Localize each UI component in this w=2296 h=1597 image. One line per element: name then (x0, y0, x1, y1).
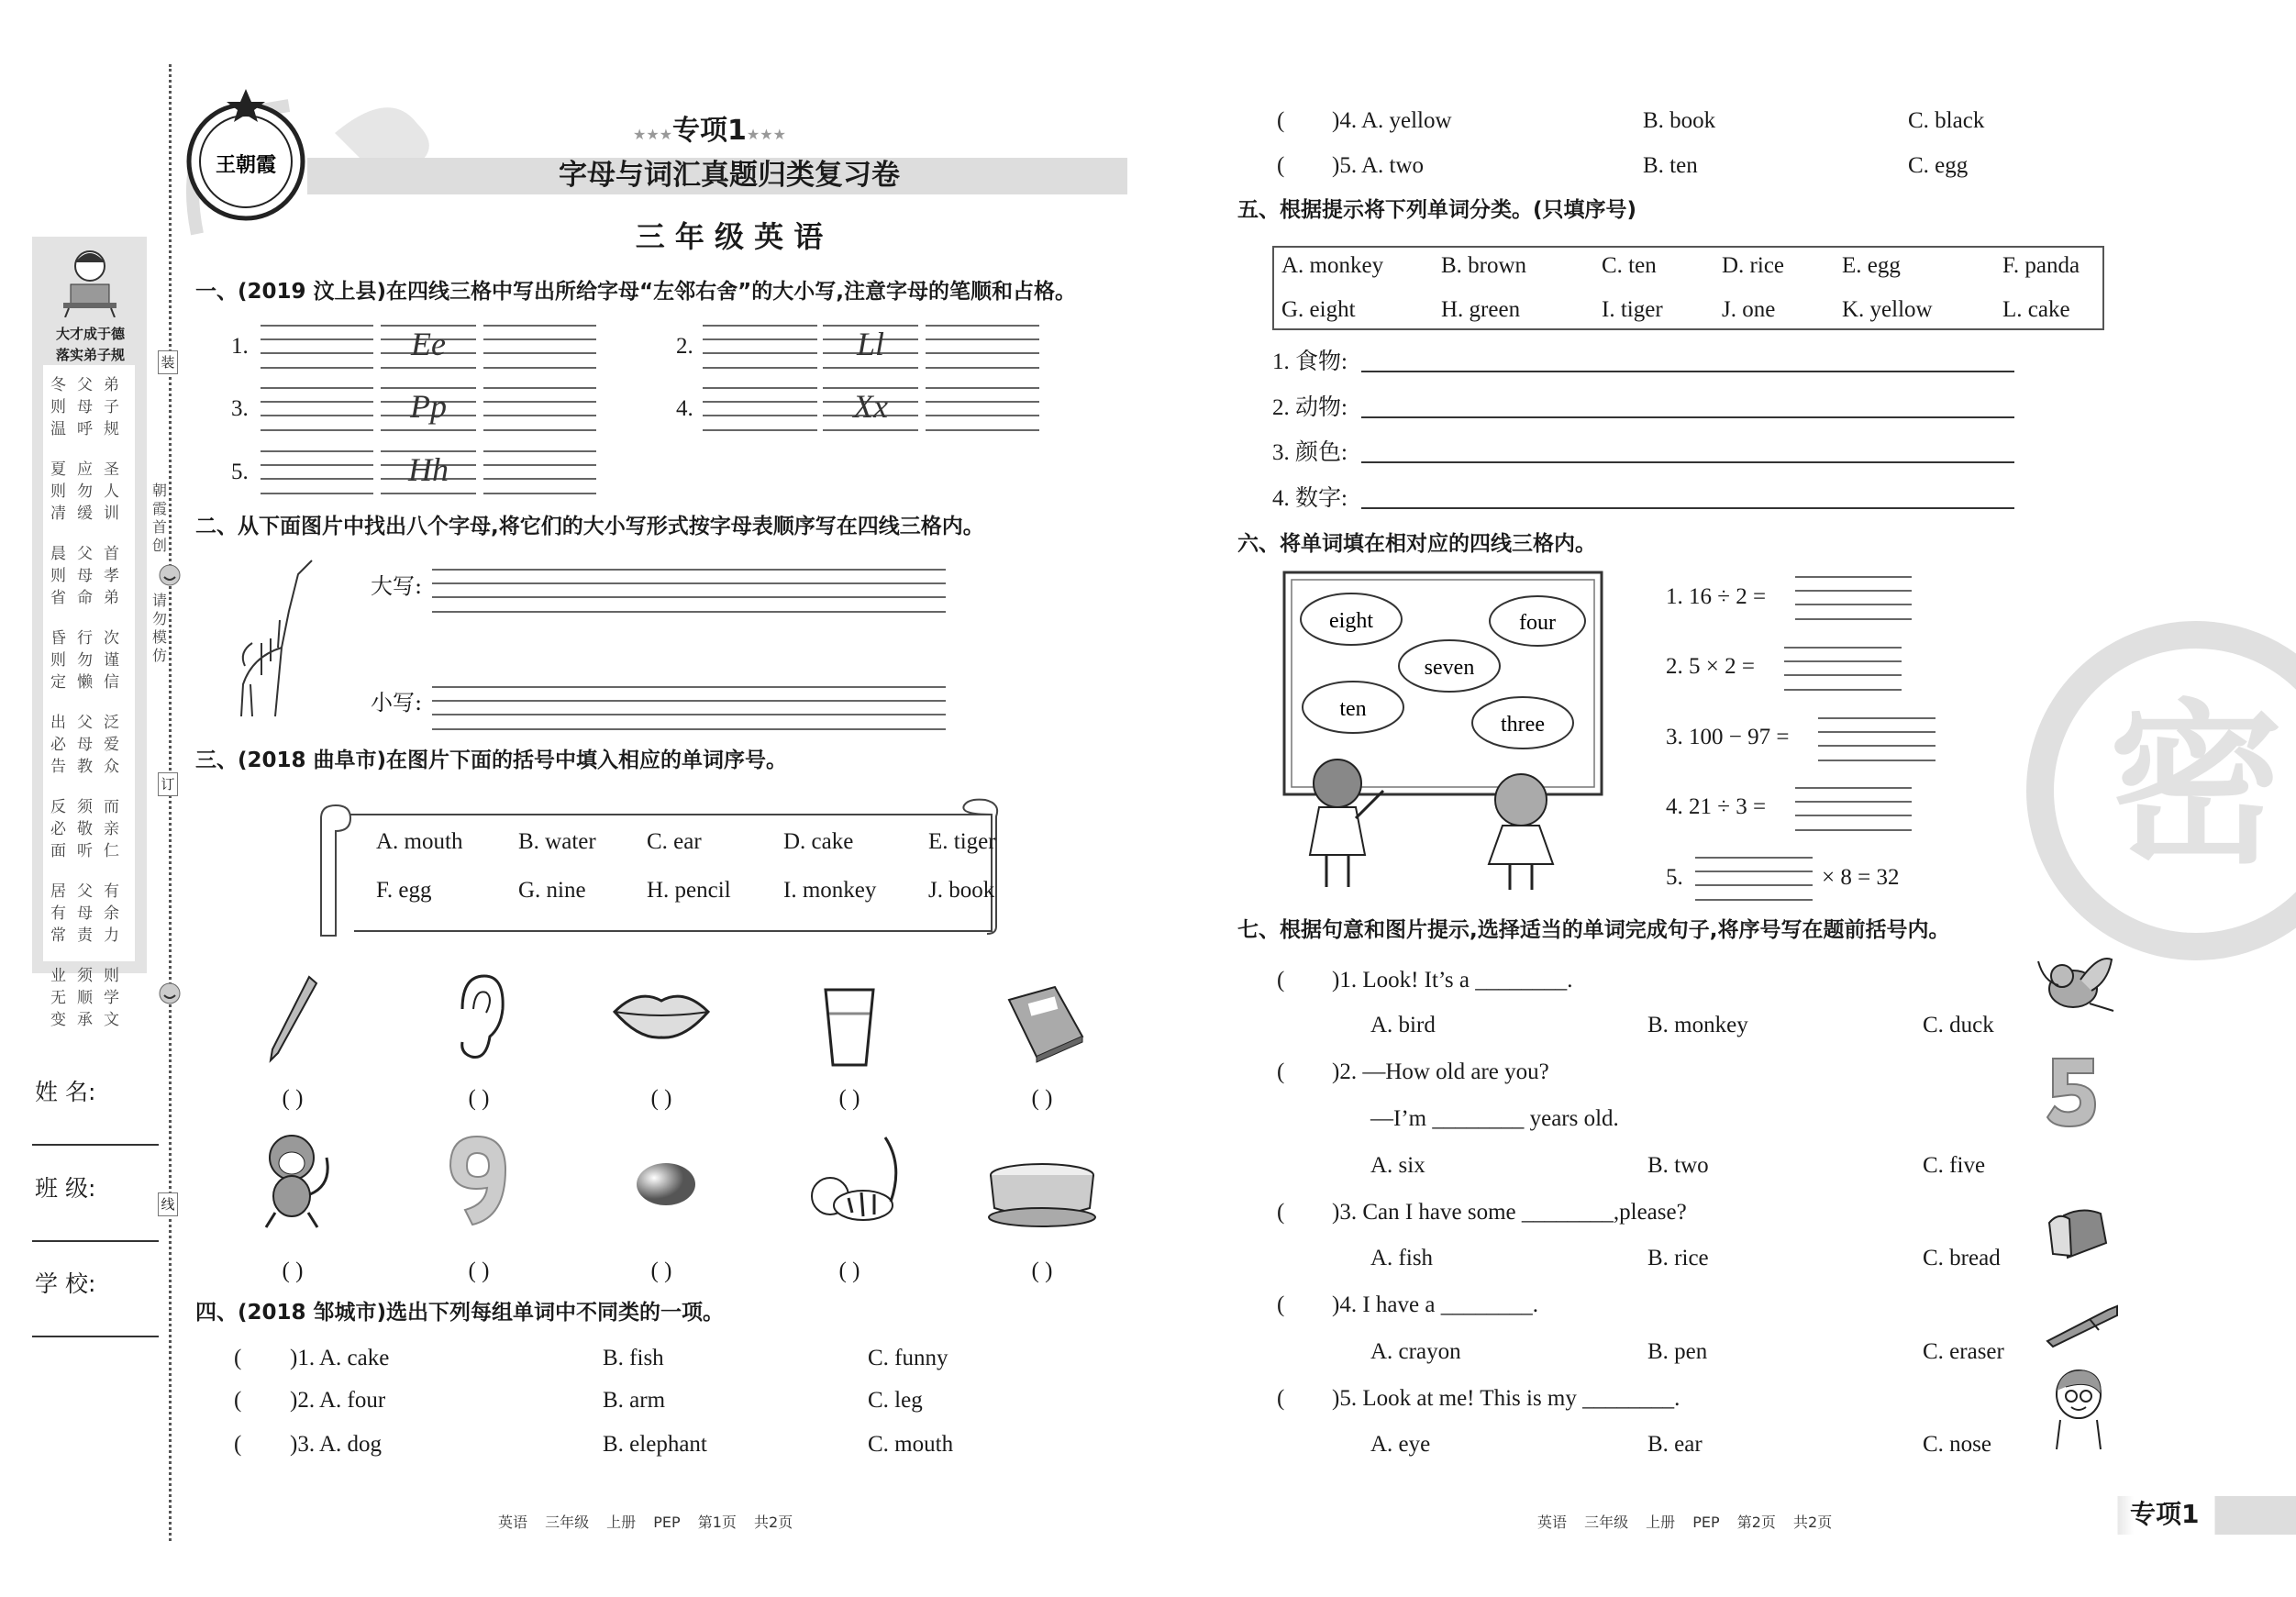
smiley-icon (158, 563, 182, 587)
four-line-grid[interactable] (926, 325, 1039, 369)
four-line-grid[interactable] (261, 387, 373, 431)
answer-paren[interactable]: ( (1277, 153, 1285, 178)
question-option-b: B. pen (1647, 1339, 1708, 1364)
question-option-a: A. bird (1370, 1013, 1436, 1037)
question-text-line2: —I’m ________ years old. (1370, 1106, 1619, 1131)
four-line-grid[interactable] (261, 325, 373, 369)
binding-mark: 线 (158, 1192, 178, 1216)
word-option: K. yellow (1842, 297, 1933, 322)
lowercase-label: 小写: (371, 690, 423, 715)
binding-line (169, 64, 172, 1541)
category-label-colors: 3. 颜色: (1272, 440, 1348, 465)
equation: 2. 5 × 2 = (1666, 654, 1755, 679)
name-field-label: 姓 名: (35, 1079, 96, 1105)
four-line-grid-given (381, 450, 476, 494)
answer-paren[interactable]: ( ) (468, 1086, 490, 1111)
given-letters: Xx (853, 388, 888, 425)
number-five-picture (2044, 1055, 2099, 1128)
word-option: B. water (518, 829, 596, 854)
category-answer-line-colors[interactable] (1361, 461, 2014, 463)
section5-title: 五、根据提示将下列单词分类。(只填序号) (1237, 198, 1637, 222)
cloud-word: three (1501, 713, 1545, 737)
answer-paren[interactable]: ( (234, 1432, 242, 1457)
ear-picture (449, 972, 508, 1064)
poem-row: 则勿谨 (50, 651, 130, 670)
cloud-word: eight (1329, 609, 1373, 633)
answer-paren[interactable]: ( (1277, 1200, 1285, 1225)
school-field-input[interactable] (32, 1336, 159, 1337)
class-field-label: 班 级: (35, 1175, 96, 1202)
equation: 3. 100 − 97 = (1666, 725, 1790, 749)
given-letters: Pp (410, 388, 447, 425)
four-line-grid-given (381, 325, 476, 369)
answer-paren[interactable]: ( (234, 1346, 242, 1370)
word-option: B. brown (1441, 253, 1527, 278)
poem-row: 昏行次 (50, 629, 130, 648)
pen-picture (2044, 1303, 2121, 1348)
poem-row: 必母爱 (50, 736, 130, 754)
motto-line: 落实弟子规 (55, 347, 125, 363)
category-answer-line-food[interactable] (1361, 371, 2014, 372)
equation: 1. 16 ÷ 2 = (1666, 584, 1767, 609)
corner-series-label: 专项1 (2130, 1499, 2200, 1529)
section7-title: 七、根据句意和图片提示,选择适当的单词完成句子,将序号写在题前括号内。 (1237, 918, 1950, 942)
school-field-label: 学 校: (35, 1270, 96, 1297)
dizigui-poem (43, 365, 135, 1029)
bread-picture (2046, 1206, 2110, 1261)
answer-paren[interactable]: ( ) (838, 1259, 860, 1283)
word-option: I. tiger (1602, 297, 1663, 322)
category-label-food: 1. 食物: (1272, 349, 1348, 374)
question-option-b: B. arm (603, 1388, 666, 1413)
glass-of-water-picture (822, 986, 877, 1069)
cloud-word: seven (1424, 656, 1475, 680)
poem-row: 夏应圣 (50, 460, 130, 479)
pencil-picture (265, 972, 320, 1064)
poem-stanza (50, 543, 135, 609)
section6-title: 六、将单词填在相对应的四线三格内。 (1237, 532, 1596, 556)
name-field-input[interactable] (32, 1144, 159, 1146)
question-option-c: C. mouth (868, 1432, 954, 1457)
class-field-input[interactable] (32, 1240, 159, 1242)
answer-paren[interactable]: ( ) (650, 1086, 672, 1111)
question-option-c: C. egg (1908, 153, 1969, 178)
stars-left: ★★★ (633, 126, 673, 143)
category-answer-line-numbers[interactable] (1361, 507, 2014, 509)
question-option-c: C. black (1908, 108, 1985, 133)
item-number: 3. (231, 396, 249, 421)
answer-paren[interactable]: ( ) (650, 1259, 672, 1283)
poem-stanza (50, 627, 135, 693)
four-line-grid[interactable] (261, 450, 373, 494)
word-option: C. ear (647, 829, 702, 854)
answer-four-line-grid[interactable] (1795, 576, 1912, 620)
question-text: )4. I have a ________. (1332, 1292, 1538, 1317)
question-option-b: B. ear (1647, 1432, 1703, 1457)
equation-tail: × 8 = 32 (1822, 865, 1900, 890)
answer-paren[interactable]: ( ) (282, 1259, 304, 1283)
cloud-word: ten (1339, 697, 1367, 721)
question-option-b: B. two (1647, 1153, 1709, 1178)
poem-stanza (50, 374, 135, 440)
question-option-b: B. rice (1647, 1246, 1709, 1270)
word-option: J. book (928, 878, 995, 903)
question-option-a: A. eye (1370, 1432, 1431, 1457)
poem-row: 则勿人 (50, 482, 130, 501)
answer-paren[interactable]: ( (1277, 1292, 1285, 1317)
word-option: F. egg (376, 878, 432, 903)
question-option-b: B. monkey (1647, 1013, 1748, 1037)
confidential-watermark (2022, 616, 2296, 965)
egg-picture (633, 1160, 699, 1208)
category-label-animals: 2. 动物: (1272, 395, 1348, 420)
four-line-grid[interactable] (926, 387, 1039, 431)
poem-row: 无顺学 (50, 989, 130, 1007)
worksheet-subtitle: 三 年 级 英 语 (635, 219, 824, 254)
given-letters: Ll (856, 326, 885, 362)
word-option: E. egg (1842, 253, 1901, 278)
answer-paren[interactable]: ( (1277, 108, 1285, 133)
poem-row: 面听仁 (50, 842, 130, 860)
question-text: )2. —How old are you? (1332, 1059, 1549, 1084)
poem-row: 出父泛 (50, 714, 130, 732)
poem-row: 冬父弟 (50, 376, 130, 394)
question-option-a: )4. A. yellow (1332, 108, 1452, 133)
word-option: L. cake (2002, 297, 2070, 322)
cake-picture (987, 1160, 1097, 1229)
poem-row: 必敬亲 (50, 820, 130, 838)
word-option: I. monkey (783, 878, 877, 903)
word-option: D. cake (783, 829, 854, 854)
motto-line: 大才成于德 (55, 326, 125, 342)
answer-paren[interactable]: ( (1277, 1386, 1285, 1411)
page-footer: 英语 三年级 上册 PEP 第2页 共2页 (1537, 1514, 1833, 1531)
logo-text: 王朝霞 (215, 153, 277, 177)
word-option: C. ten (1602, 253, 1657, 278)
section3-title: 三、(2018 曲阜市)在图片下面的括号中填入相应的单词序号。 (195, 749, 788, 772)
equation: 4. 21 ÷ 3 = (1666, 794, 1767, 819)
given-letters: Ee (411, 326, 446, 362)
answer-four-line-grid[interactable] (1818, 717, 1936, 761)
section2-title: 二、从下面图片中找出八个字母,将它们的大小写形式按字母表顺序写在四线三格内。 (195, 515, 984, 538)
question-option-a: )3. A. dog (290, 1432, 382, 1457)
worksheet-title: 字母与词汇真题归类复习卷 (559, 159, 900, 192)
scholar-boy-illustration (60, 244, 120, 317)
poem-row: 常责力 (50, 926, 130, 945)
item-number: 2. (676, 334, 693, 359)
poem-row: 业须则 (50, 967, 130, 985)
question-option-b: B. ten (1643, 153, 1698, 178)
given-letters: Hh (408, 451, 449, 488)
question-option-c: C. five (1923, 1153, 1986, 1178)
number-nine-picture (445, 1133, 509, 1229)
tiger-picture (803, 1128, 904, 1234)
word-option: H. pencil (647, 878, 731, 903)
series-label: 专项1 (672, 115, 747, 147)
poem-row: 凊缓训 (50, 505, 130, 523)
poem-row: 告教众 (50, 758, 130, 776)
answer-paren[interactable]: ( ) (838, 1086, 860, 1111)
answer-four-line-grid[interactable] (1695, 857, 1813, 901)
poem-stanza (50, 796, 135, 862)
smiley-icon (158, 981, 182, 1005)
question-option-c: C. leg (868, 1388, 923, 1413)
word-option: J. one (1722, 297, 1776, 322)
lowercase-four-line-grid[interactable] (432, 686, 946, 730)
four-line-grid-given (823, 325, 918, 369)
poem-row: 晨父首 (50, 545, 130, 563)
question-option-b: B. book (1643, 108, 1716, 133)
question-option-a: A. six (1370, 1153, 1425, 1178)
question-text: )5. Look at me! This is my ________. (1332, 1386, 1680, 1411)
question-option-c: C. duck (1923, 1013, 1994, 1037)
poem-stanza (50, 712, 135, 778)
question-option-c: C. funny (868, 1346, 948, 1370)
monkey-picture (248, 1130, 335, 1231)
question-option-b: B. elephant (603, 1432, 707, 1457)
answer-paren[interactable]: ( (1277, 968, 1285, 993)
word-option: A. monkey (1281, 253, 1384, 278)
word-option: F. panda (2002, 253, 2080, 278)
question-option-a: A. fish (1370, 1246, 1434, 1270)
book-picture (1000, 981, 1087, 1064)
question-option-a: A. crayon (1370, 1339, 1461, 1364)
word-option: E. tiger (928, 829, 996, 854)
word-option: H. green (1441, 297, 1521, 322)
poem-row: 省命弟 (50, 589, 130, 607)
boy-face-picture (2047, 1367, 2112, 1454)
uppercase-four-line-grid[interactable] (432, 569, 946, 613)
category-answer-line-animals[interactable] (1361, 416, 2014, 418)
poem-row: 则母孝 (50, 567, 130, 585)
series-heading (633, 117, 786, 145)
poem-row: 则母子 (50, 398, 130, 416)
blackboard-number-clouds-picture (1282, 571, 1605, 893)
word-scroll-frame (317, 798, 1032, 937)
watermark-text: 密 (2108, 684, 2284, 887)
answer-paren[interactable]: ( (234, 1388, 242, 1413)
question-option-c: C. nose (1923, 1432, 1991, 1457)
answer-four-line-grid[interactable] (1795, 787, 1912, 831)
item-number: 5. (231, 460, 249, 484)
word-option: G. nine (518, 878, 586, 903)
uppercase-label: 大写: (371, 573, 423, 599)
poem-row: 有母余 (50, 904, 130, 923)
question-text: )1. Look! It’s a ________. (1332, 968, 1573, 993)
question-option-b: B. fish (603, 1346, 664, 1370)
lips-picture (611, 986, 712, 1041)
poem-row: 反须而 (50, 798, 130, 816)
poem-stanza (50, 459, 135, 525)
poem-row: 定懒信 (50, 673, 130, 692)
question-option-a: )2. A. four (290, 1388, 386, 1413)
stars-right: ★★★ (746, 126, 786, 143)
four-line-grid[interactable] (483, 387, 596, 431)
question-option-c: C. bread (1923, 1246, 2001, 1270)
side-note: 朝霞首创 (152, 482, 168, 554)
section4-title: 四、(2018 邹城市)选出下列每组单词中不同类的一项。 (195, 1301, 725, 1325)
four-line-grid-given (823, 387, 918, 431)
poem-stanza (50, 965, 135, 1031)
cloud-word: four (1519, 611, 1556, 635)
word-option: A. mouth (376, 829, 463, 854)
poem-row: 变承文 (50, 1011, 130, 1029)
sidebar-motto-panel (32, 237, 147, 1029)
letter-giraffe-picture (225, 556, 326, 721)
category-label-numbers: 4. 数字: (1272, 486, 1348, 511)
question-option-c: C. eraser (1923, 1339, 2004, 1364)
word-option: D. rice (1722, 253, 1785, 278)
poem-row: 温呼规 (50, 420, 130, 438)
page-footer: 英语 三年级 上册 PEP 第1页 共2页 (498, 1514, 793, 1531)
answer-paren[interactable]: ( ) (468, 1259, 490, 1283)
answer-paren[interactable]: ( ) (282, 1086, 304, 1111)
four-line-grid-given (381, 387, 476, 431)
binding-mark: 订 (158, 772, 178, 796)
section1-title: 一、(2019 汶上县)在四线三格中写出所给字母“左邻右舍”的大小写,注意字母的笔顺和占格。 (195, 280, 1077, 304)
question-option-a: )5. A. two (1332, 153, 1424, 178)
answer-four-line-grid[interactable] (1784, 647, 1902, 691)
item-number: 4. (676, 396, 693, 421)
four-line-grid[interactable] (483, 325, 596, 369)
equation: 5. (1666, 865, 1683, 890)
question-text: )3. Can I have some ________,please? (1332, 1200, 1687, 1225)
word-bank-box (1272, 246, 2104, 330)
answer-paren[interactable]: ( (1277, 1059, 1285, 1084)
four-line-grid[interactable] (703, 387, 817, 431)
answer-paren[interactable]: ( ) (1031, 1086, 1053, 1111)
bird-picture (2035, 954, 2117, 1018)
question-option-a: )1. A. cake (290, 1346, 390, 1370)
side-note: 请勿模仿 (152, 592, 168, 664)
poem-row: 居父有 (50, 882, 130, 901)
item-number: 1. (231, 334, 249, 359)
binding-mark: 装 (158, 350, 178, 374)
answer-paren[interactable]: ( ) (1031, 1259, 1053, 1283)
four-line-grid[interactable] (483, 450, 596, 494)
word-option: G. eight (1281, 297, 1356, 322)
four-line-grid[interactable] (703, 325, 817, 369)
poem-stanza (50, 881, 135, 947)
